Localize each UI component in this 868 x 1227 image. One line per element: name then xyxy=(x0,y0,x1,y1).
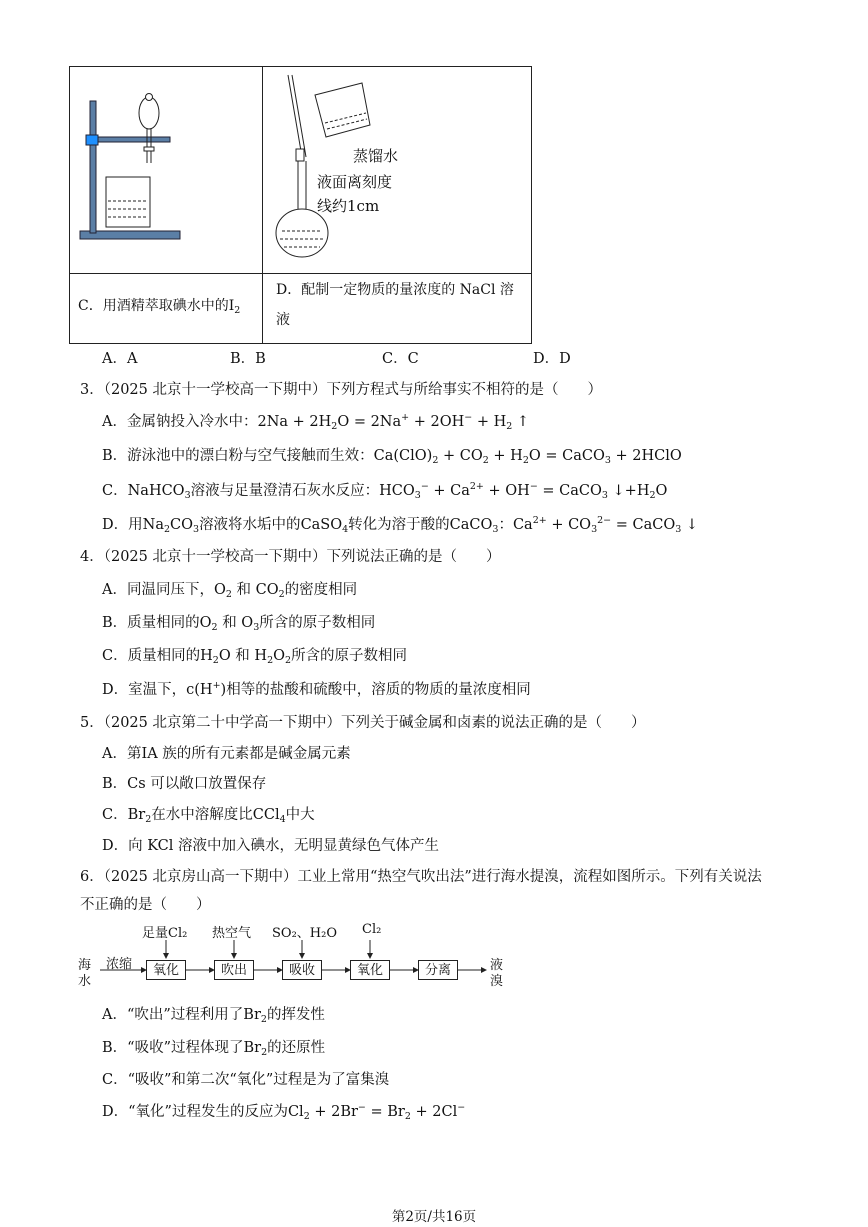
flow-arrow-label: 浓缩 xyxy=(106,957,133,972)
q3-option-b: B．游泳池中的漂白粉与空气接触而生效：$Ca(ClO)_2 + CO_2 + H_2O$ = CaCO$_3$ + 2HClO xyxy=(102,448,682,466)
q2-option-a: A．A xyxy=(102,351,138,367)
q6-stem-line1: 6．（2025 北京房山高一下期中）工业上常用“热空气吹出法”进行海水提溴，流程如图所示。下列有关说法 xyxy=(80,869,762,885)
flask-label-level: 液面离刻度 xyxy=(317,173,393,191)
q6-stem-line2: 不正确的是（ ） xyxy=(80,897,211,913)
volumetric-flask-diagram xyxy=(270,73,380,263)
cell-c-text: C．用酒精萃取碘水中的$I_2$ xyxy=(78,298,241,316)
flask-label-water: 蒸馏水 xyxy=(353,147,399,165)
flow-end-1: 液 xyxy=(490,958,504,973)
flow-input-cl2-excess: 足量Cl₂ xyxy=(142,926,188,941)
q5-option-d: D．向 KCl 溶液中加入碘水，无明显黄绿色气体产生 xyxy=(102,838,440,854)
q2-option-d: D．D xyxy=(533,351,571,367)
flow-input-so2-h2o: SO₂、H₂O xyxy=(272,926,337,941)
q5-stem: 5．（2025 北京第二十中学高一下期中）下列关于碱金属和卤素的说法正确的是（ ） xyxy=(80,715,646,731)
flow-box-oxidize-2: 氧化 xyxy=(350,960,390,980)
q4-option-b: B．质量相同的$O_2$ 和 $O_3$所含的原子数相同 xyxy=(102,615,376,633)
table-divider-vertical xyxy=(262,67,263,343)
apparatus-table xyxy=(69,66,532,344)
cell-d-line1: D．配制一定物质的量浓度的 NaCl 溶 xyxy=(276,282,514,298)
cell-d-line2: 液 xyxy=(276,312,290,328)
q2-option-c: C．C xyxy=(382,351,419,367)
flow-start-2: 水 xyxy=(78,974,92,989)
flow-box-absorb: 吸收 xyxy=(282,960,322,980)
q6-option-b: B．“吸收”过程体现了$Br_2$的还原性 xyxy=(102,1040,326,1058)
flow-start-1: 海 xyxy=(78,958,92,973)
q4-stem: 4．（2025 北京十一学校高一下期中）下列说法正确的是（ ） xyxy=(80,549,501,565)
q6-option-d: D．“氧化”过程发生的反应为$Cl_2 + 2Br^- = Br_2 + 2Cl^-$ xyxy=(102,1102,466,1122)
q4-option-d: D．室温下，c(H+)相等的盐酸和硫酸中，溶质的物质的量浓度相同 xyxy=(102,680,531,698)
flow-input-cl2: Cl₂ xyxy=(362,922,382,937)
q5-option-b: B．Cs 可以敞口放置保存 xyxy=(102,776,267,792)
q4-option-c: C．质量相同的$H_2O$ 和 $H_2O_2$所含的原子数相同 xyxy=(102,648,408,666)
q5-option-a: A．第IA 族的所有元素都是碱金属元素 xyxy=(102,746,351,762)
q4-option-a: A．同温同压下，$O_2$ 和 $CO_2$的密度相同 xyxy=(102,582,358,600)
bromine-flow-diagram xyxy=(78,920,518,990)
page-footer: 第2页/共16页 xyxy=(391,1209,477,1225)
q3-option-d: D．用$Na_2CO_3$溶液将水垢中的CaSO$_4$转化为溶于酸的CaCO$_3$：$Ca^{2+} + CO_3^{2-}$ = CaCO$_3$ ↓ xyxy=(102,515,699,535)
q3-option-c: C．NaHCO$_3$溶液与足量澄清石灰水反应：$HCO_3^- + Ca^{2+} + OH^-$ = CaCO$_3$ $↓+H_2O$ xyxy=(102,481,668,501)
q2-option-b: B．B xyxy=(230,351,266,367)
q3-option-a: A．金属钠投入冷水中：$2Na + 2H_2O = 2Na^+ + 2OH^- + H_2$ ↑ xyxy=(102,412,530,432)
flow-box-oxidize-1: 氧化 xyxy=(146,960,186,980)
flow-end-2: 溴 xyxy=(490,974,504,989)
q6-option-c: C．“吸收”和第二次“氧化”过程是为了富集溴 xyxy=(102,1072,390,1088)
flow-box-separate: 分离 xyxy=(418,960,458,980)
separatory-funnel-diagram xyxy=(76,93,186,243)
q3-stem: 3．（2025 北京十一学校高一下期中）下列方程式与所给事实不相符的是（ ） xyxy=(80,382,602,398)
q6-option-a: A．“吹出”过程利用了$Br_2$的挥发性 xyxy=(102,1007,325,1025)
flow-input-hot-air: 热空气 xyxy=(212,926,252,941)
table-divider-horizontal xyxy=(70,273,531,274)
flask-label-distance: 线约1cm xyxy=(317,197,380,215)
flow-box-blow-out: 吹出 xyxy=(214,960,254,980)
q5-option-c: C．$Br_2$在水中溶解度比CCl$_4$中大 xyxy=(102,807,315,825)
